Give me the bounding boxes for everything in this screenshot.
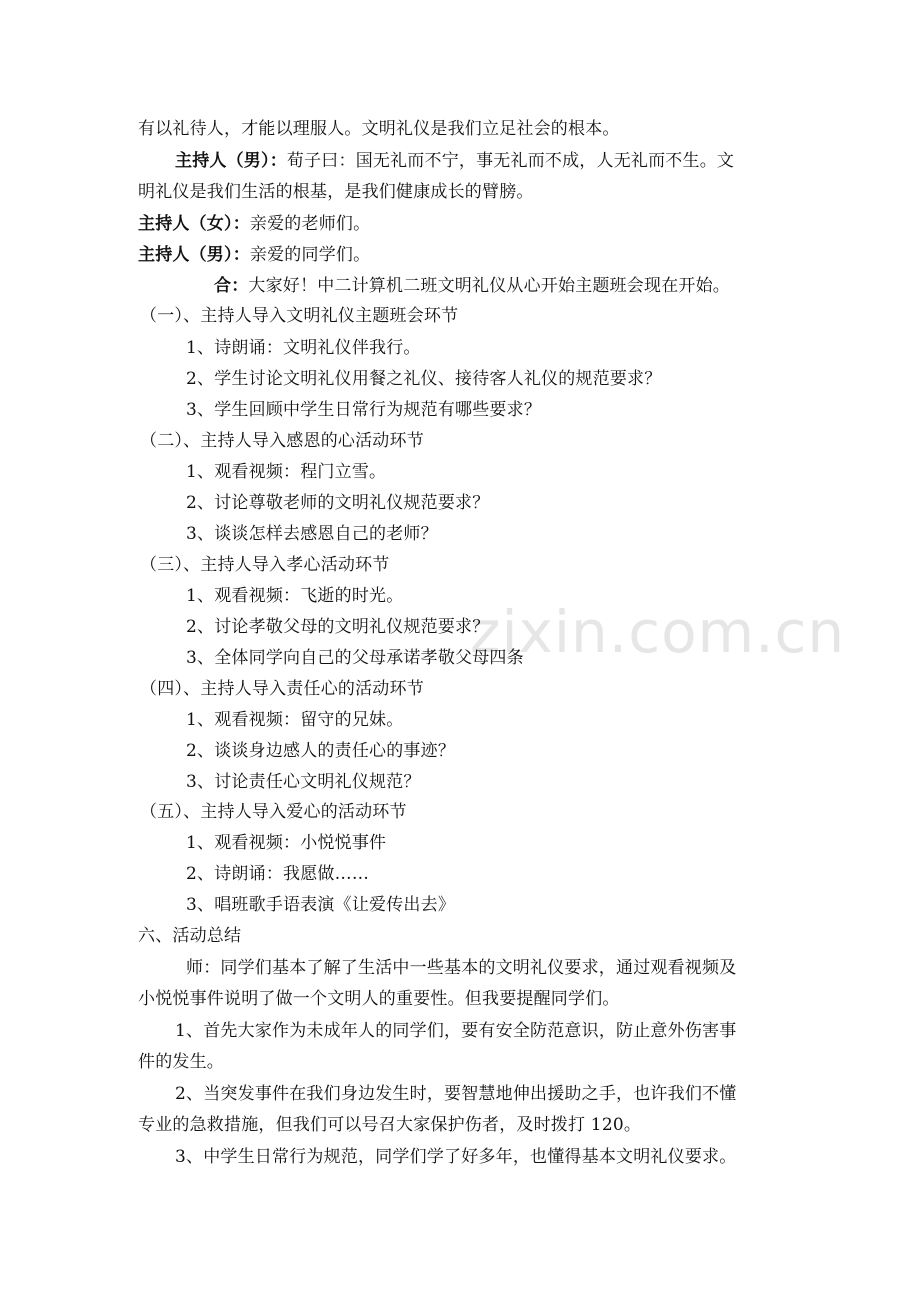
section-title: （五）、主持人导入爱心的活动环节	[140, 802, 407, 822]
list-item: 3、唱班歌手语表演《让爱传出去》	[186, 895, 456, 915]
section-title: 六、活动总结	[138, 926, 242, 946]
list-item: 1、观看视频：留守的兄妹。	[186, 710, 404, 730]
section-title: （三）、主持人导入孝心活动环节	[140, 555, 390, 575]
paragraph-line: 3、中学生日常行为规范，同学们学了好多年，也懂得基本文明礼仪要求。	[175, 1147, 737, 1167]
paragraph-line: 专业的急救措施，但我们可以号召大家保护伤者，及时拨打 120。	[138, 1115, 642, 1135]
paragraph-line: 有以礼待人，才能以理服人。文明礼仪是我们立足社会的根本。	[138, 119, 620, 139]
list-item: 3、全体同学向自己的父母承诺孝敬父母四条	[186, 648, 524, 668]
speaker-label: 主持人（男）：	[175, 151, 287, 171]
list-item: 3、讨论责任心文明礼仪规范？	[186, 772, 421, 792]
list-item: 2、讨论孝敬父母的文明礼仪规范要求？	[186, 617, 490, 637]
paragraph-line	[138, 244, 370, 266]
paragraph-line: 2、当突发事件在我们身边发生时，要智慧地伸出援助之手，也许我们不懂	[175, 1084, 737, 1104]
paragraph-line: 明礼仪是我们生活的根基，是我们健康成长的臂膀。	[138, 182, 534, 202]
section-title: （四）、主持人导入责任心的活动环节	[140, 679, 424, 699]
speech-text: 亲爱的老师们。	[249, 214, 371, 234]
paragraph-line	[138, 213, 370, 235]
list-item: 3、谈谈怎样去感恩自己的老师？	[186, 524, 438, 544]
list-item: 1、观看视频：小悦悦事件	[186, 833, 387, 853]
speaker-label: 主持人（女）：	[138, 214, 250, 234]
section-title: （一）、主持人导入文明礼仪主题班会环节	[140, 306, 459, 326]
paragraph-line	[175, 150, 734, 172]
list-item: 2、学生讨论文明礼仪用餐之礼仪、接待客人礼仪的规范要求？	[186, 369, 662, 389]
speech-text: 亲爱的同学们。	[249, 245, 371, 265]
speaker-label: 主持人（男）：	[138, 245, 250, 265]
paragraph-line: 1、首先大家作为未成年人的同学们，要有安全防范意识，防止意外伤害事	[175, 1021, 737, 1041]
speech-text: 大家好！中二计算机二班文明礼仪从心开始主题班会现在开始。	[248, 276, 731, 296]
paragraph-line: 件的发生。	[138, 1052, 224, 1072]
section-title: （二）、主持人导入感恩的心活动环节	[140, 431, 424, 451]
list-item: 1、观看视频：飞逝的时光。	[186, 586, 404, 606]
list-item: 3、学生回顾中学生日常行为规范有哪些要求？	[186, 400, 542, 420]
speech-text: 荀子曰：国无礼而不宁，事无礼而不成，人无礼而不生。文	[286, 151, 735, 171]
speaker-label: 合：	[214, 276, 249, 296]
paragraph-line	[214, 275, 730, 297]
list-item: 1、诗朗诵：文明礼仪伴我行。	[186, 338, 421, 358]
list-item: 2、诗朗诵：我愿做……	[186, 864, 370, 884]
paragraph-line: 小悦悦事件说明了做一个文明人的重要性。但我要提醒同学们。	[138, 989, 620, 1009]
list-item: 2、讨论尊敬老师的文明礼仪规范要求？	[186, 493, 490, 513]
list-item: 1、观看视频：程门立雪。	[186, 462, 387, 482]
list-item: 2、谈谈身边感人的责任心的事迹？	[186, 741, 456, 761]
watermark: zixin.com.cn	[470, 598, 846, 666]
paragraph-line: 师：同学们基本了解了生活中一些基本的文明礼仪要求，通过观看视频及	[186, 958, 737, 978]
